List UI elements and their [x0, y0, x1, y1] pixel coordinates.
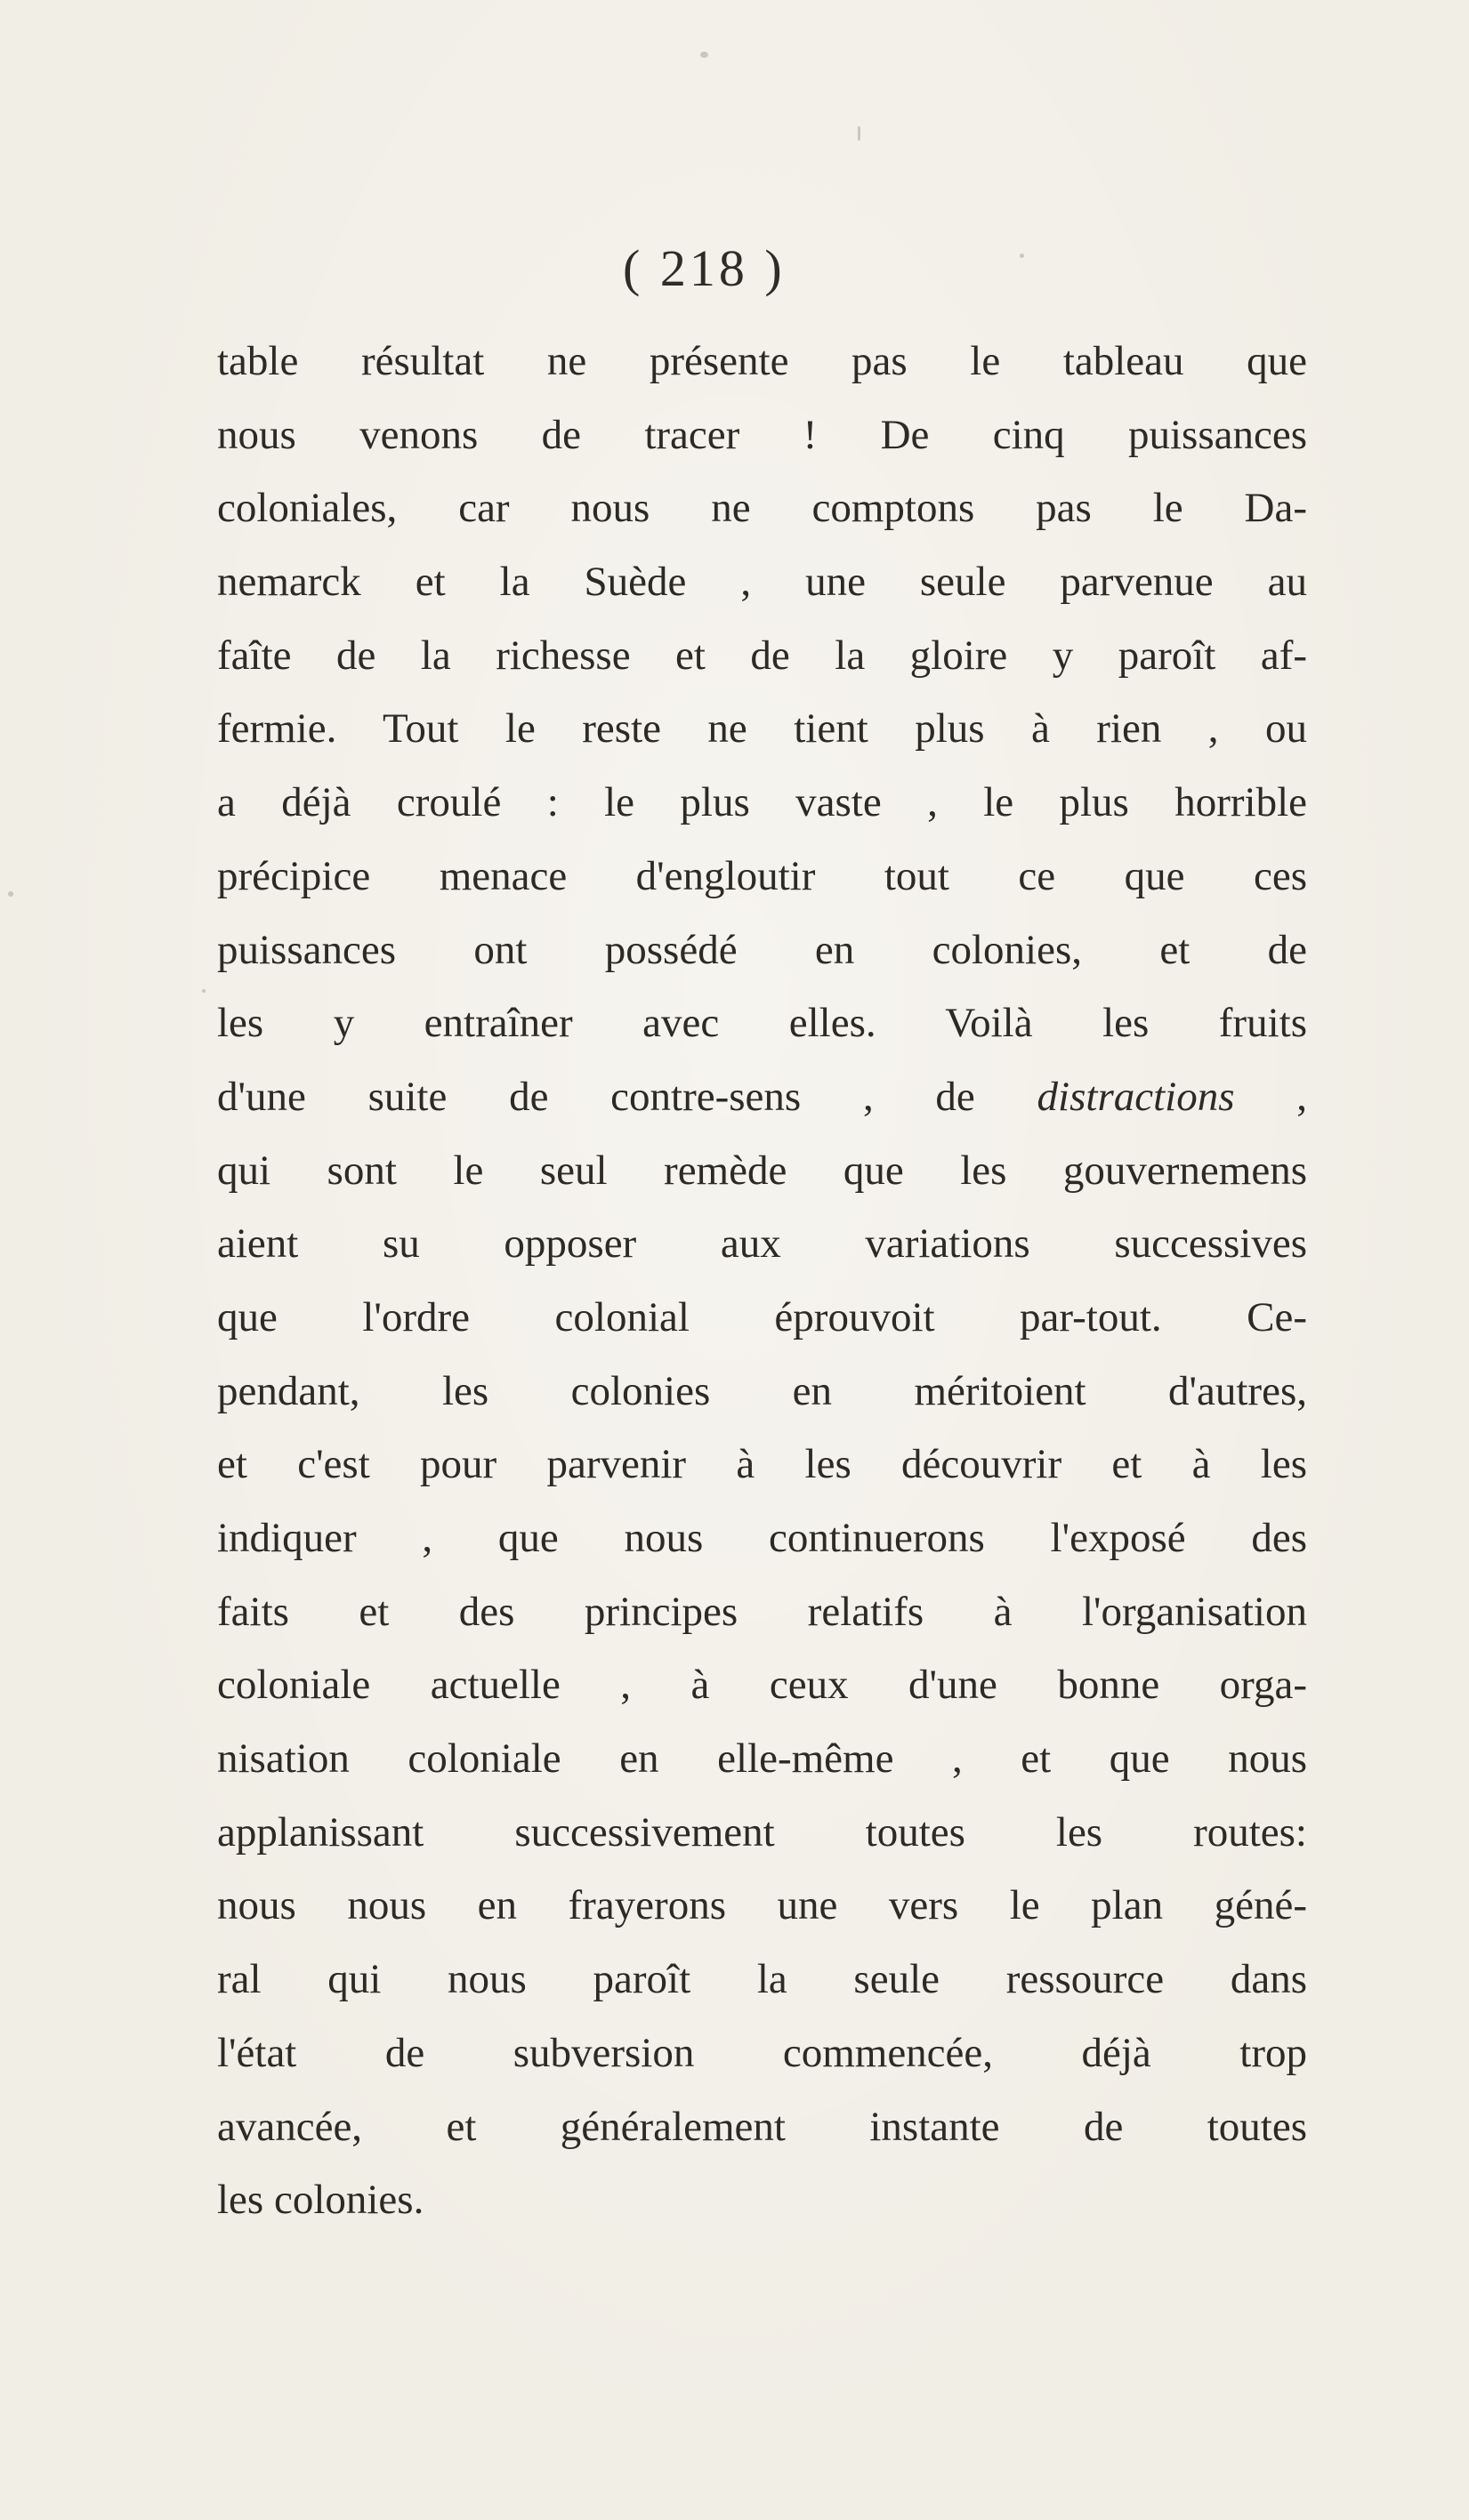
text-line: nemarck et la Suède , une seule parvenue au: [217, 559, 1307, 606]
paper-speck: [8, 891, 13, 897]
text-line: avancée, et généralement instante de toutes: [217, 2103, 1307, 2150]
text-run: ,: [1234, 1073, 1308, 1120]
body-text: [217, 325, 1307, 2237]
text-line: que l'ordre colonial éprouvoit par-tout. Ce-: [217, 1293, 1307, 1341]
italic-word: distractions: [1037, 1073, 1235, 1120]
text-line-final: les colonies.: [217, 2177, 424, 2224]
text-line: applanissant successivement toutes les routes:: [217, 1808, 1307, 1856]
text-line: et c'est pour parvenir à les découvrir et à les: [217, 1441, 1307, 1488]
paper-speck: [858, 126, 860, 141]
text-line: aient su opposer aux variations successives: [217, 1220, 1307, 1268]
paper-speck: [202, 989, 206, 993]
text-run: d'une suite de contre-sens , de: [217, 1073, 1037, 1120]
text-line: coloniales, car nous ne comptons pas le Da-: [217, 485, 1307, 532]
text-line: nous nous en frayerons une vers le plan géné-: [217, 1882, 1307, 1929]
text-line: faits et des principes relatifs à l'organisation: [217, 1588, 1307, 1635]
text-line: table résultat ne présente pas le tableau que: [217, 338, 1307, 384]
text-line: ral qui nous paroît la seule ressource dans: [217, 1956, 1307, 2003]
text-line: puissances ont possédé en colonies, et de: [217, 926, 1307, 973]
text-line: faîte de la richesse et de la gloire y paroît af-: [217, 632, 1307, 679]
text-line: coloniale actuelle , à ceux d'une bonne orga-: [217, 1662, 1307, 1709]
text-line: a déjà croulé : le plus vaste , le plus horrible: [217, 779, 1307, 826]
text-line: nisation coloniale en elle-même , et que nous: [217, 1735, 1307, 1783]
text-line: les y entraîner avec elles. Voilà les fruits: [217, 1000, 1307, 1047]
paper-speck: [700, 52, 708, 58]
text-line: l'état de subversion commencée, déjà trop: [217, 2029, 1307, 2076]
text-line: pendant, les colonies en méritoient d'autres,: [217, 1367, 1307, 1414]
text-line-with-emphasis: [217, 1060, 1307, 1134]
paper-speck: [1020, 254, 1024, 258]
text-line: fermie. Tout le reste ne tient plus à rien , ou: [217, 705, 1307, 753]
text-line: nous venons de tracer ! De cinq puissances: [217, 411, 1307, 458]
text-line: précipice menace d'engloutir tout ce que ces: [217, 852, 1307, 899]
text-line: indiquer , que nous continuerons l'exposé des: [217, 1515, 1307, 1561]
page-number: ( 218 ): [623, 239, 786, 297]
text-line: qui sont le seul remède que les gouvernemens: [217, 1147, 1307, 1194]
